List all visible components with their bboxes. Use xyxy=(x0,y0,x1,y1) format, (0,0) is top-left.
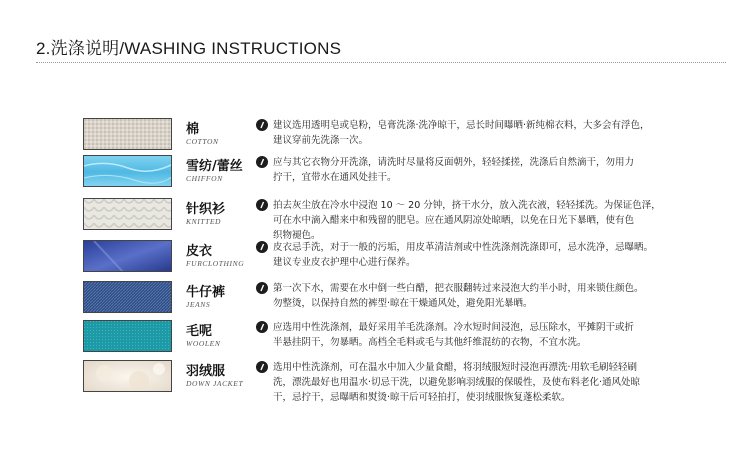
fabric-description: 拍去灰尘放在冷水中浸泡 10 ～ 20 分钟，挤干水分，放入洗衣液，轻轻揉洗。为保证色泽， 可在水中滴入醋来中和残留的肥皂。应在通风阴凉处晾晒，以免在日光下暴晒，使有色 织物褪色。 xyxy=(273,200,661,241)
down-jacket-swatch xyxy=(83,360,172,392)
fabric-name-zh: 羽绒服 xyxy=(186,364,226,379)
fabric-name-zh: 皮衣 xyxy=(186,244,213,259)
knitted-swatch xyxy=(83,198,172,230)
info-icon xyxy=(256,156,268,168)
fabric-description: 第一次下水，需要在水中倒一些白醋，把衣服翻转过来浸泡大约半小时，用来锁住颜色。 勿整烫，以保持自然的裤型·晾在干燥通风处，避免阳光暴晒。 xyxy=(273,283,644,309)
fabric-row-chiffon xyxy=(0,155,750,195)
title-divider xyxy=(36,62,726,63)
fabric-name-en: DOWN JACKET xyxy=(186,379,244,388)
info-icon xyxy=(256,321,268,333)
fabric-description: 建议选用透明皂或皂粉，皂膏洗涤·洗净晾干，忌长时间曝晒·新纯棉衣料，大多会有浮色， 建议穿前先洗涤一次。 xyxy=(273,120,650,146)
cotton-swatch xyxy=(83,118,172,150)
fabric-row-jeans xyxy=(0,281,750,321)
fabric-name-zh: 棉 xyxy=(186,122,200,137)
fabric-row-down-jacket xyxy=(0,360,750,408)
fabric-name-en: WOOLEN xyxy=(186,339,221,348)
info-icon xyxy=(256,361,268,373)
fabric-name-en: COTTON xyxy=(186,137,219,146)
jeans-swatch xyxy=(83,281,172,313)
fabric-name-zh: 毛呢 xyxy=(186,324,213,339)
fabric-row-furclothing xyxy=(0,240,750,280)
fabric-name-zh: 雪纺/蕾丝 xyxy=(186,159,243,174)
fabric-name-en: FURCLOTHING xyxy=(186,259,245,268)
section-title: 2.洗涤说明/WASHING INSTRUCTIONS xyxy=(36,39,342,58)
fabric-description: 皮衣忌手洗，对于一般的污垢，用皮革清洁剂或中性洗涤剂洗涤即可，忌水洗净，忌曝晒。 建议专业皮衣护理中心进行保养。 xyxy=(273,242,654,268)
fabric-row-knitted xyxy=(0,198,750,241)
fabric-name-en: CHIFFON xyxy=(186,174,223,183)
fabric-name-zh: 牛仔裤 xyxy=(186,285,226,300)
furclothing-swatch xyxy=(83,240,172,272)
fabric-row-cotton xyxy=(0,118,750,158)
fabric-description: 应选用中性洗涤剂，最好采用羊毛洗涤剂。冷水短时间浸泡，忌压除水，平摊阴干或折 半悬挂阴干，勿暴晒。高档全毛料或毛与其他纤维混纺的衣物，不宜水洗。 xyxy=(273,322,635,348)
fabric-row-woolen xyxy=(0,320,750,360)
chiffon-swatch xyxy=(83,155,172,187)
fabric-name-zh: 针织衫 xyxy=(186,202,226,217)
fabric-description: 应与其它衣物分开洗涤，请洗时尽量将反面朝外，轻轻揉搓，洗涤后自然滴干，勿用力 拧干，宜带水在通风处挂干。 xyxy=(273,157,635,183)
info-icon xyxy=(256,119,268,131)
fabric-description: 选用中性洗涤剂，可在温水中加入少量食醋，将羽绒服短时浸泡再漂洗·用软毛刷轻轻刷 洗，漂洗最好也用温水·切忌干洗，以避免影响羽绒服的保暖性，及使布料老化·通风处晾 干，忌拧干，忌曝晒和熨烫·晾干后可轻拍打，使羽绒服恢复蓬松柔软。 xyxy=(273,362,641,403)
fabric-name-en: KNITTED xyxy=(186,217,222,226)
woolen-swatch xyxy=(83,320,172,352)
info-icon xyxy=(256,199,268,211)
info-icon xyxy=(256,282,268,294)
info-icon xyxy=(256,241,268,253)
fabric-name-en: JEANS xyxy=(186,300,211,309)
